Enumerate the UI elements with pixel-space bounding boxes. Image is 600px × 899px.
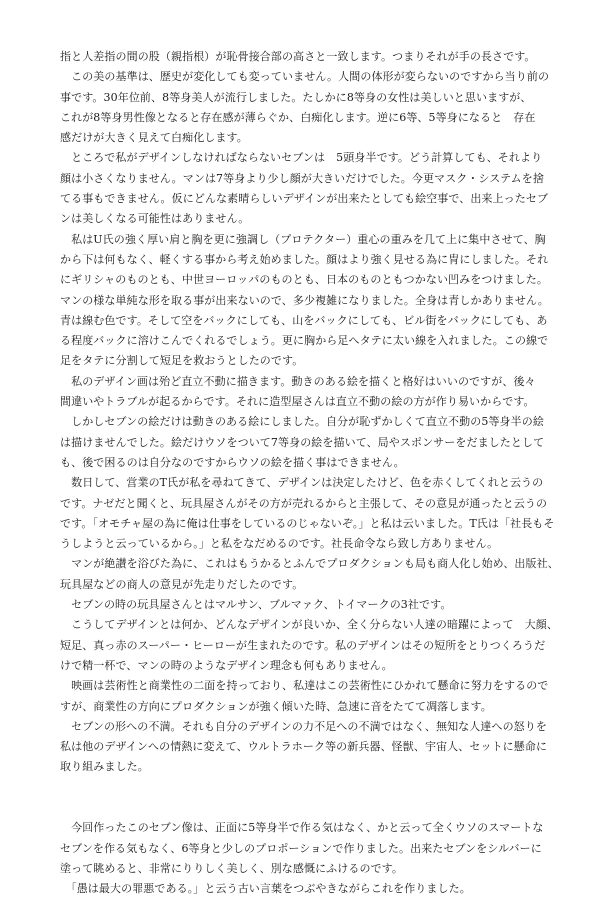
text-line: 「愚は最大の罪悪である。」と云う古い言葉をつぶやきながらこれを作りました。 — [60, 882, 471, 896]
text-line: こうしてデザインとは何か、どんなデザインが良いか、全く分らない人達の暗躍によって 大顔、 — [60, 618, 558, 632]
text-line: 映画は芸術性と商業性の二面を持っており、私達はこの芸術性にひかれて懸命に努力をするので — [60, 679, 549, 693]
text-line: も、後で困るのは自分なのですからウソの絵を描く事はできません。 — [60, 455, 405, 469]
text-line: この美の基準は、歴史が変化しても変っていません。人間の体形が変らないのですから当り前の — [60, 70, 550, 84]
text-line: 私はU氏の強く厚い肩と胸を更に強調し（プロテクター）重心の重みを几て上に集中させて、胸 — [60, 232, 546, 246]
text-line: ところで私がデザインしなければならないセブンは 5頭身半です。どう計算しても、それより — [60, 151, 543, 165]
text-line: 数日して、営業のT氏が私を尋ねてきて、デザインは決定したけど、色を赤くしてくれと云うの — [60, 476, 544, 490]
text-line: すが、商業性の方向にプロダクションが強く傾いた時、急速に音をたてて凋落します。 — [60, 699, 492, 713]
text-line: は描けませんでした。絵だけウソをついて7等身の絵を描いて、局やスポンサーをだましたとして — [60, 435, 545, 449]
text-line: 事です。30年位前、8等身美人が流行しました。たしかに8等身の女性は美しいと思いますが、 — [60, 90, 532, 104]
text-line: 私のデザイン画は殆ど直立不動に描きます。動きのある絵を描くと格好はいいのですが、後々 — [60, 374, 536, 388]
text-line: から下は何もなく、軽くする事から考え始めました。顔はより強く見せる為に冑にしました。それ — [60, 252, 549, 266]
text-line: てる事もできません。仮にどんな素晴らしいデザインが出来たとしても絵空事で、出来上ったセブ — [60, 192, 549, 206]
text-line: 短足、真っ赤のスーパー・ヒーローが生まれたのです。私のデザインはその短所をとりつくろうだ — [60, 638, 546, 652]
text-line: 指と人差指の間の股（親指根）が恥骨接合部の高さと一致します。つまりそれが手の長さです。 — [60, 50, 536, 63]
text-line: セブンの形への不満。それも自分のデザインの力不足への不満ではなく、無知な人達への怒りを — [60, 719, 547, 733]
text-line: セブンの時の玩具屋さんとはマルサン、ブルマァク、トイマークの3社です。 — [60, 598, 452, 612]
text-line: うしようと云っているから。」と私をなだめるのです。社長命令なら致し方ありません。 — [60, 537, 499, 551]
text-line: これが8等身男性像となると存在感が薄らぐか、白痴化します。逆に6等、5等身になると 存在 — [60, 110, 536, 124]
text-line: ンは美しくなる可能性はありません。 — [60, 212, 250, 226]
text-line: 足をタテに分割して短足を救おうとしたのです。 — [60, 354, 304, 368]
text-line: にギリシャのものとも、中世ヨーロッパのものとも、日本のものともつかない凹みをつけました。 — [60, 273, 548, 287]
text-line: マンが絶讃を浴びた為に、これはもうかるとふんでプロダクションも局も商人化し始め、出版社、 — [60, 557, 559, 571]
text-line: る程度バックに溶けこんでくれるでしょう。更に胸から足へタテに太い線を入れました。この線で — [60, 334, 549, 348]
text-line: 感だけが大きく見えて白痴化します。 — [60, 131, 248, 145]
paragraph-gap — [60, 778, 560, 798]
text-line: 塗って眺めると、非常にりりしく美しく、別な感慨にふけるのです。 — [60, 861, 403, 875]
text-line: 顔は小さくなりません。マンは7等身より少し顔が大きいだけでした。今更マスク・システムを捨 — [60, 171, 544, 185]
text-line: セブンを作る気もなく、6等身と少しのプロポーションで作りました。出来たセブンをシルバーに — [60, 841, 542, 855]
text-line: けで精一杯で、マンの時のようなデザイン理念も何もありません。 — [60, 658, 393, 672]
paragraph-gap — [60, 798, 560, 818]
body-text — [60, 47, 560, 899]
text-line: 青は線む色です。そして空をバックにしても、山をバックにしても、ビル街をバックにしても、あ — [60, 313, 548, 327]
text-line: しかしセブンの絵だけは動きのある絵にしました。自分が恥ずかしくて直立不動の5等身半の絵 — [60, 415, 544, 429]
text-line: 間違いやトラブルが起るからです。それに造型屋さんは直立不動の絵の方が作り易いからです。 — [60, 395, 535, 409]
text-line: 今回作ったこのセブン像は、正面に5等身半で作る気はなく、かと云って全くウソのスマートな — [60, 821, 544, 835]
text-line: 私は他のデザインへの情熱に変えて、ウルトラホーク等の新兵器、怪獣、宇宙人、セットに懸命に — [60, 740, 548, 754]
text-line: です。「オモチャ屋の為に俺は仕事をしているのじゃないぞ。」と私は云いました。T氏は「社長もそ — [60, 516, 555, 530]
text-line: 取り組みました。 — [60, 760, 149, 774]
text-line: です。ナゼだと聞くと、玩具屋さんがその方が売れるからと主張して、その意見が通ったと云うの — [60, 496, 548, 510]
text-line: 玩具屋などの商人の意見が先走りだしたのです。 — [60, 577, 304, 591]
text-line: マンの様な単純な形を取る事が出来ないので、多少複雑になりました。全身は青しかありません。 — [60, 293, 549, 307]
